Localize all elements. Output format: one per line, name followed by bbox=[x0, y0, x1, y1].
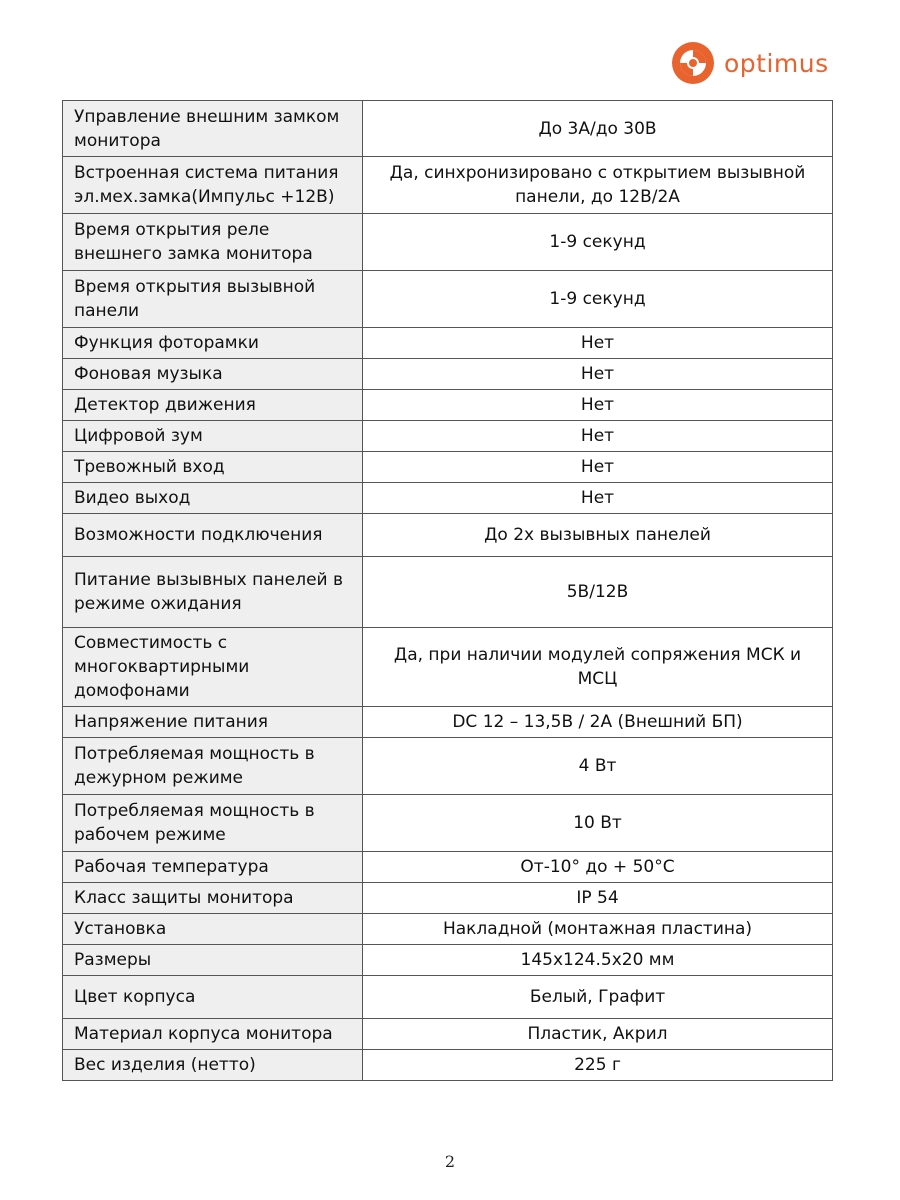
table-row bbox=[63, 914, 833, 945]
spec-value: Пластик, Акрил bbox=[363, 1019, 833, 1050]
spec-label: Вес изделия (нетто) bbox=[63, 1050, 363, 1081]
spec-value: 10 Вт bbox=[363, 795, 833, 852]
table-row bbox=[63, 557, 833, 628]
spec-value: 225 г bbox=[363, 1050, 833, 1081]
page-number: 2 bbox=[444, 1152, 456, 1171]
spec-value: 1-9 секунд bbox=[363, 214, 833, 271]
spec-value: 5В/12В bbox=[363, 557, 833, 628]
spec-label: Совместимость с многоквартирными домофонами bbox=[63, 628, 363, 707]
table-row bbox=[63, 452, 833, 483]
spec-value: Нет bbox=[363, 328, 833, 359]
spec-value: Да, при наличии модулей сопряжения МСК и МСЦ bbox=[363, 628, 833, 707]
spec-label: Функция фоторамки bbox=[63, 328, 363, 359]
spec-value: От-10° до + 50°С bbox=[363, 852, 833, 883]
table-row bbox=[63, 738, 833, 795]
spec-value: До 2х вызывных панелей bbox=[363, 514, 833, 557]
table-row bbox=[63, 883, 833, 914]
spec-value: Нет bbox=[363, 483, 833, 514]
table-row bbox=[63, 483, 833, 514]
table-row bbox=[63, 271, 833, 328]
spec-label: Детектор движения bbox=[63, 390, 363, 421]
spec-label: Цвет корпуса bbox=[63, 976, 363, 1019]
spec-value: 4 Вт bbox=[363, 738, 833, 795]
table-row bbox=[63, 945, 833, 976]
spec-label: Установка bbox=[63, 914, 363, 945]
table-row bbox=[63, 707, 833, 738]
table-row bbox=[63, 628, 833, 707]
specifications-table bbox=[62, 100, 833, 1081]
spec-label: Класс защиты монитора bbox=[63, 883, 363, 914]
table-row bbox=[63, 1019, 833, 1050]
spec-value: Нет bbox=[363, 359, 833, 390]
table-row bbox=[63, 795, 833, 852]
brand-logo bbox=[670, 38, 829, 88]
spec-value: Нет bbox=[363, 452, 833, 483]
spec-label: Видео выход bbox=[63, 483, 363, 514]
table-row bbox=[63, 328, 833, 359]
table-row bbox=[63, 421, 833, 452]
spec-label: Тревожный вход bbox=[63, 452, 363, 483]
table-row bbox=[63, 390, 833, 421]
spec-label: Напряжение питания bbox=[63, 707, 363, 738]
table-row bbox=[63, 976, 833, 1019]
spec-label: Встроенная система питания эл.мех.замка(Импульс +12В) bbox=[63, 157, 363, 214]
spec-value: DC 12 – 13,5В / 2A (Внешний БП) bbox=[363, 707, 833, 738]
table-row bbox=[63, 852, 833, 883]
table-row bbox=[63, 214, 833, 271]
spec-label: Размеры bbox=[63, 945, 363, 976]
table-row bbox=[63, 1050, 833, 1081]
spec-label: Время открытия реле внешнего замка монитора bbox=[63, 214, 363, 271]
table-row bbox=[63, 101, 833, 157]
spec-label: Цифровой зум bbox=[63, 421, 363, 452]
spec-value: 1-9 секунд bbox=[363, 271, 833, 328]
spec-label: Потребляемая мощность в дежурном режиме bbox=[63, 738, 363, 795]
spec-value: Белый, Графит bbox=[363, 976, 833, 1019]
spec-value: До 3А/до 30В bbox=[363, 101, 833, 157]
optimus-logo-icon bbox=[670, 40, 716, 86]
spec-value: Да, синхронизировано с открытием вызывной панели, до 12В/2А bbox=[363, 157, 833, 214]
table-row bbox=[63, 157, 833, 214]
spec-value: Накладной (монтажная пластина) bbox=[363, 914, 833, 945]
spec-label: Фоновая музыка bbox=[63, 359, 363, 390]
spec-label: Материал корпуса монитора bbox=[63, 1019, 363, 1050]
spec-label: Питание вызывных панелей в режиме ожидания bbox=[63, 557, 363, 628]
spec-label: Управление внешним замком монитора bbox=[63, 101, 363, 157]
table-row bbox=[63, 359, 833, 390]
spec-label: Потребляемая мощность в рабочем режиме bbox=[63, 795, 363, 852]
spec-label: Рабочая температура bbox=[63, 852, 363, 883]
spec-label: Время открытия вызывной панели bbox=[63, 271, 363, 328]
spec-value: 145x124.5x20 мм bbox=[363, 945, 833, 976]
spec-value: Нет bbox=[363, 421, 833, 452]
table-row bbox=[63, 514, 833, 557]
brand-name: optimus bbox=[724, 48, 829, 78]
spec-label: Возможности подключения bbox=[63, 514, 363, 557]
spec-value: IP 54 bbox=[363, 883, 833, 914]
spec-value: Нет bbox=[363, 390, 833, 421]
